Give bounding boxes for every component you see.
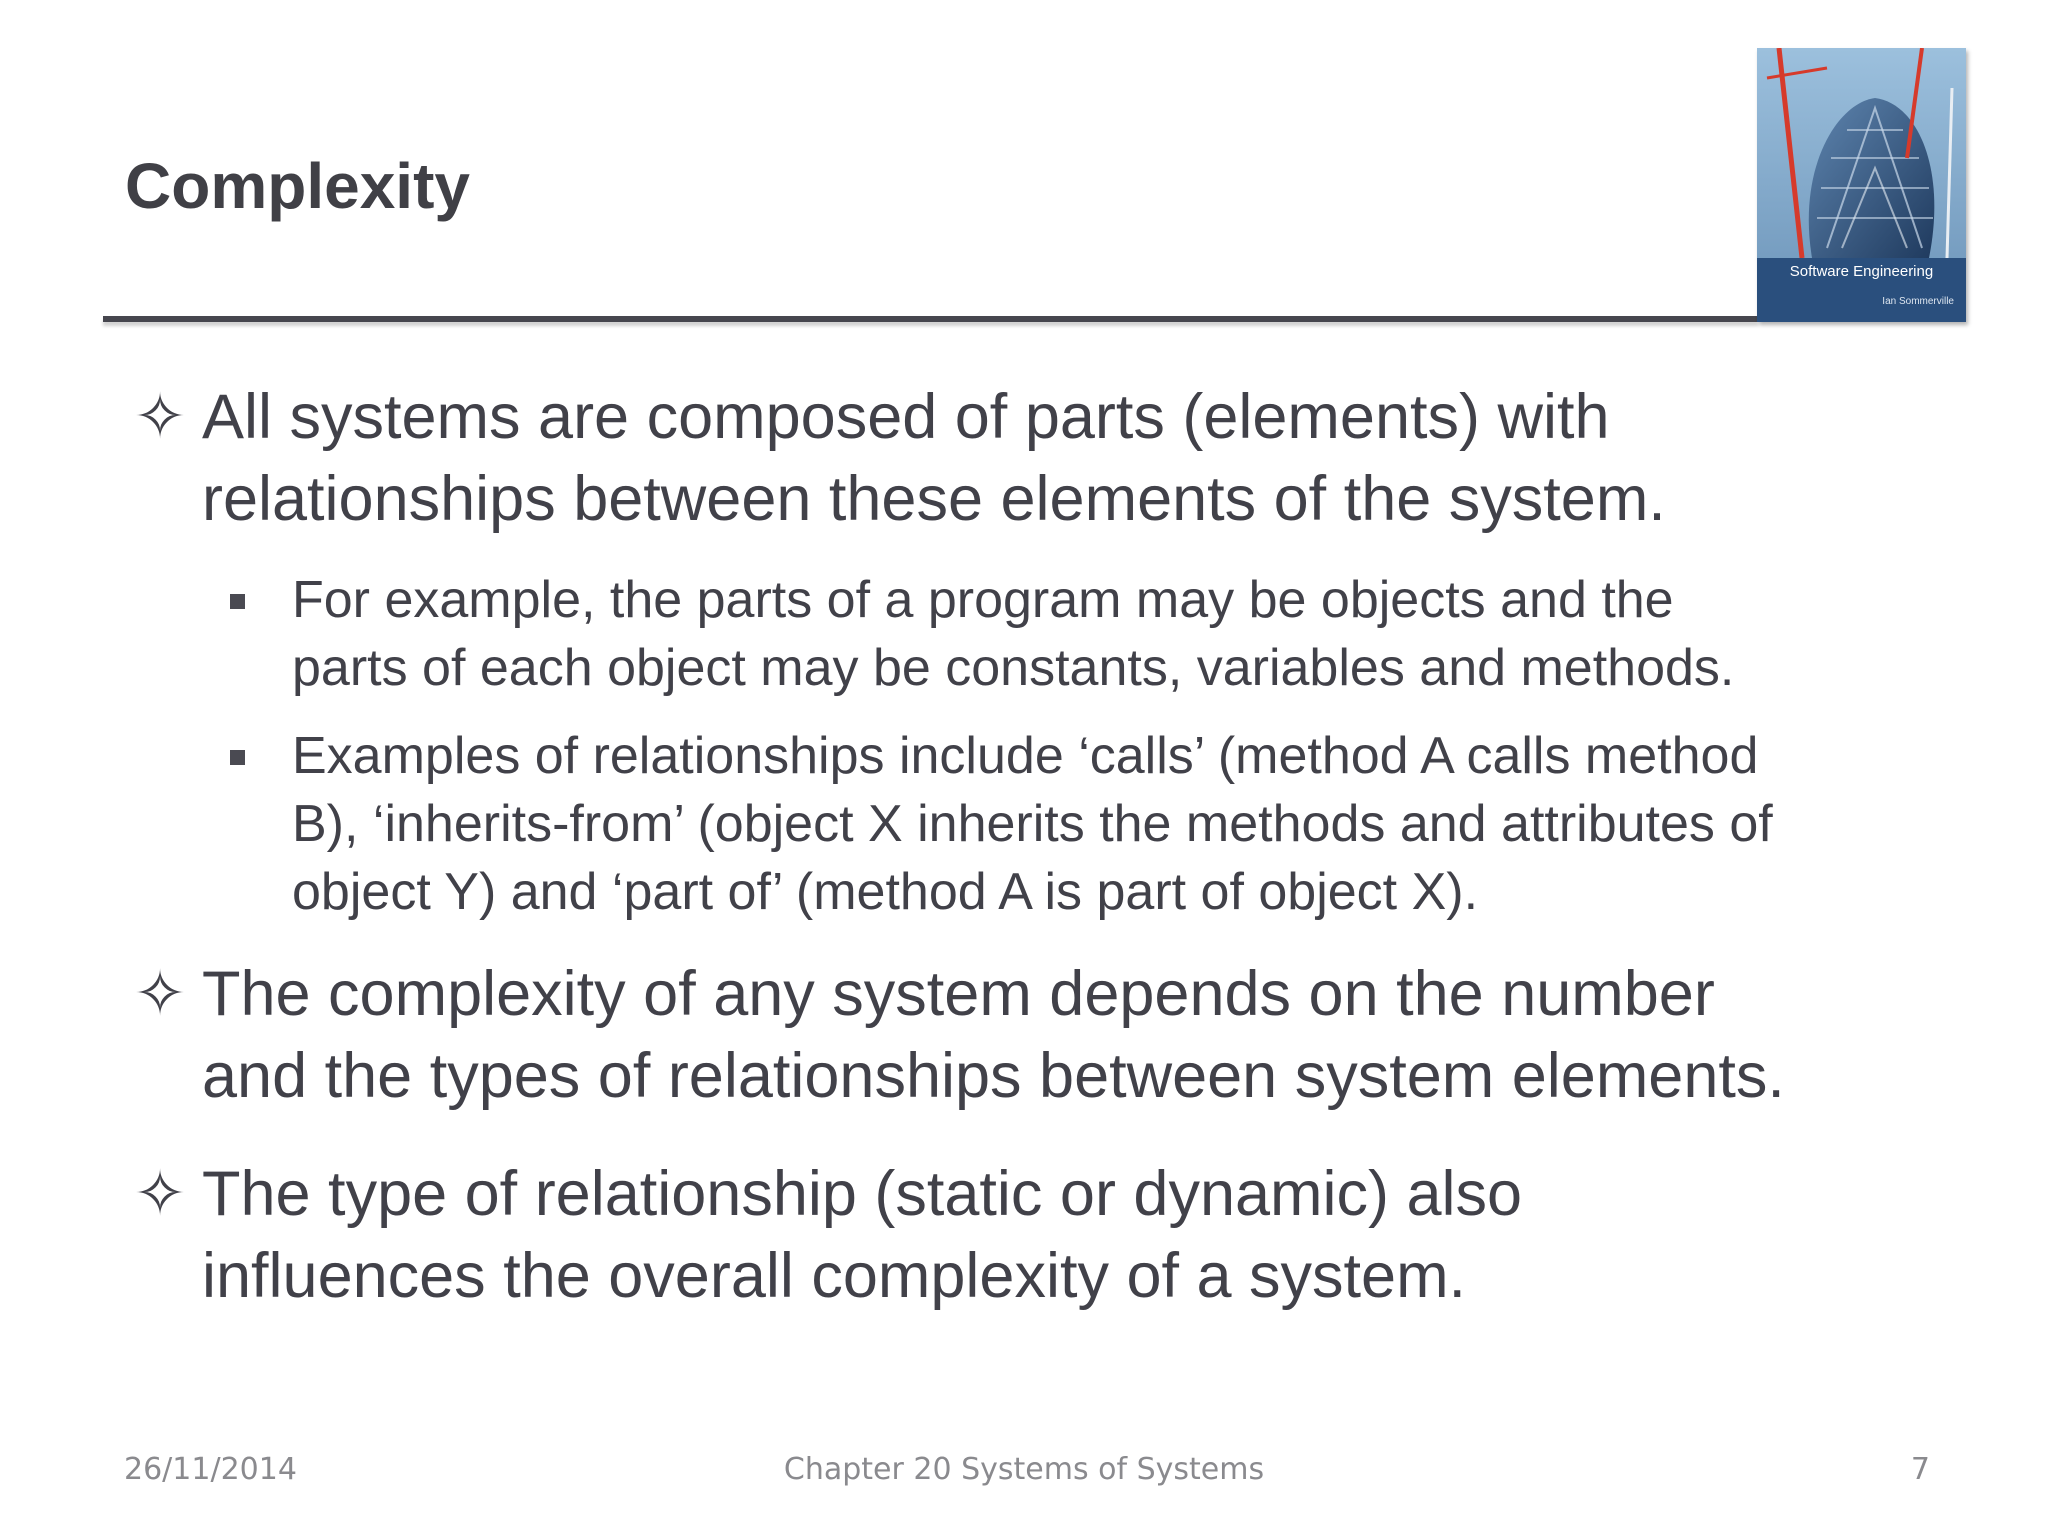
diamond-bullet-icon: ✧ [133,1159,187,1229]
bullet-text [202,1153,1962,1317]
bullet-text-line: The complexity of any system depends on the number [202,959,1715,1029]
sub-bullet-text-line: B), ‘inherits-from’ (object X inherits the methods and attributes of [292,795,1773,853]
footer-chapter: Chapter 20 Systems of Systems [783,1452,1265,1487]
sub-bullet-text [292,722,1932,926]
bullet-text [202,376,1962,540]
square-bullet-icon [230,750,245,765]
slide-title: Complexity [125,150,470,222]
footer-date: 26/11/2014 [124,1452,297,1487]
bullet-text-line: and the types of relationships between system elements. [202,1041,1785,1111]
bullet-text [202,953,1962,1117]
sub-bullet-text [292,566,1932,702]
bullet-text-line: relationships between these elements of the system. [202,464,1666,534]
cover-title: Software Engineering [1789,263,1934,280]
square-bullet-icon [230,594,245,609]
sub-bullet-text-line: For example, the parts of a program may be objects and the [292,571,1674,629]
sub-bullet-text-line: object Y) and ‘part of’ (method A is part of object X). [292,863,1479,921]
bullet-text-line: All systems are composed of parts (elements) with [202,382,1610,452]
sub-bullet-text-line: Examples of relationships include ‘calls’ (method A calls method [292,727,1759,785]
page-number: 7 [1910,1452,1930,1487]
book-cover-image [1757,48,1966,322]
gherkin-building-icon [1757,48,1966,322]
bullet-text-line: The type of relationship (static or dynamic) also [202,1159,1523,1229]
bullet-text-line: influences the overall complexity of a system. [202,1241,1467,1311]
sub-bullet-text-line: parts of each object may be constants, variables and methods. [292,639,1735,697]
cover-author: Ian Sommerville [1882,296,1954,307]
diamond-bullet-icon: ✧ [133,382,187,452]
title-divider [103,316,1758,322]
diamond-bullet-icon: ✧ [133,959,187,1029]
